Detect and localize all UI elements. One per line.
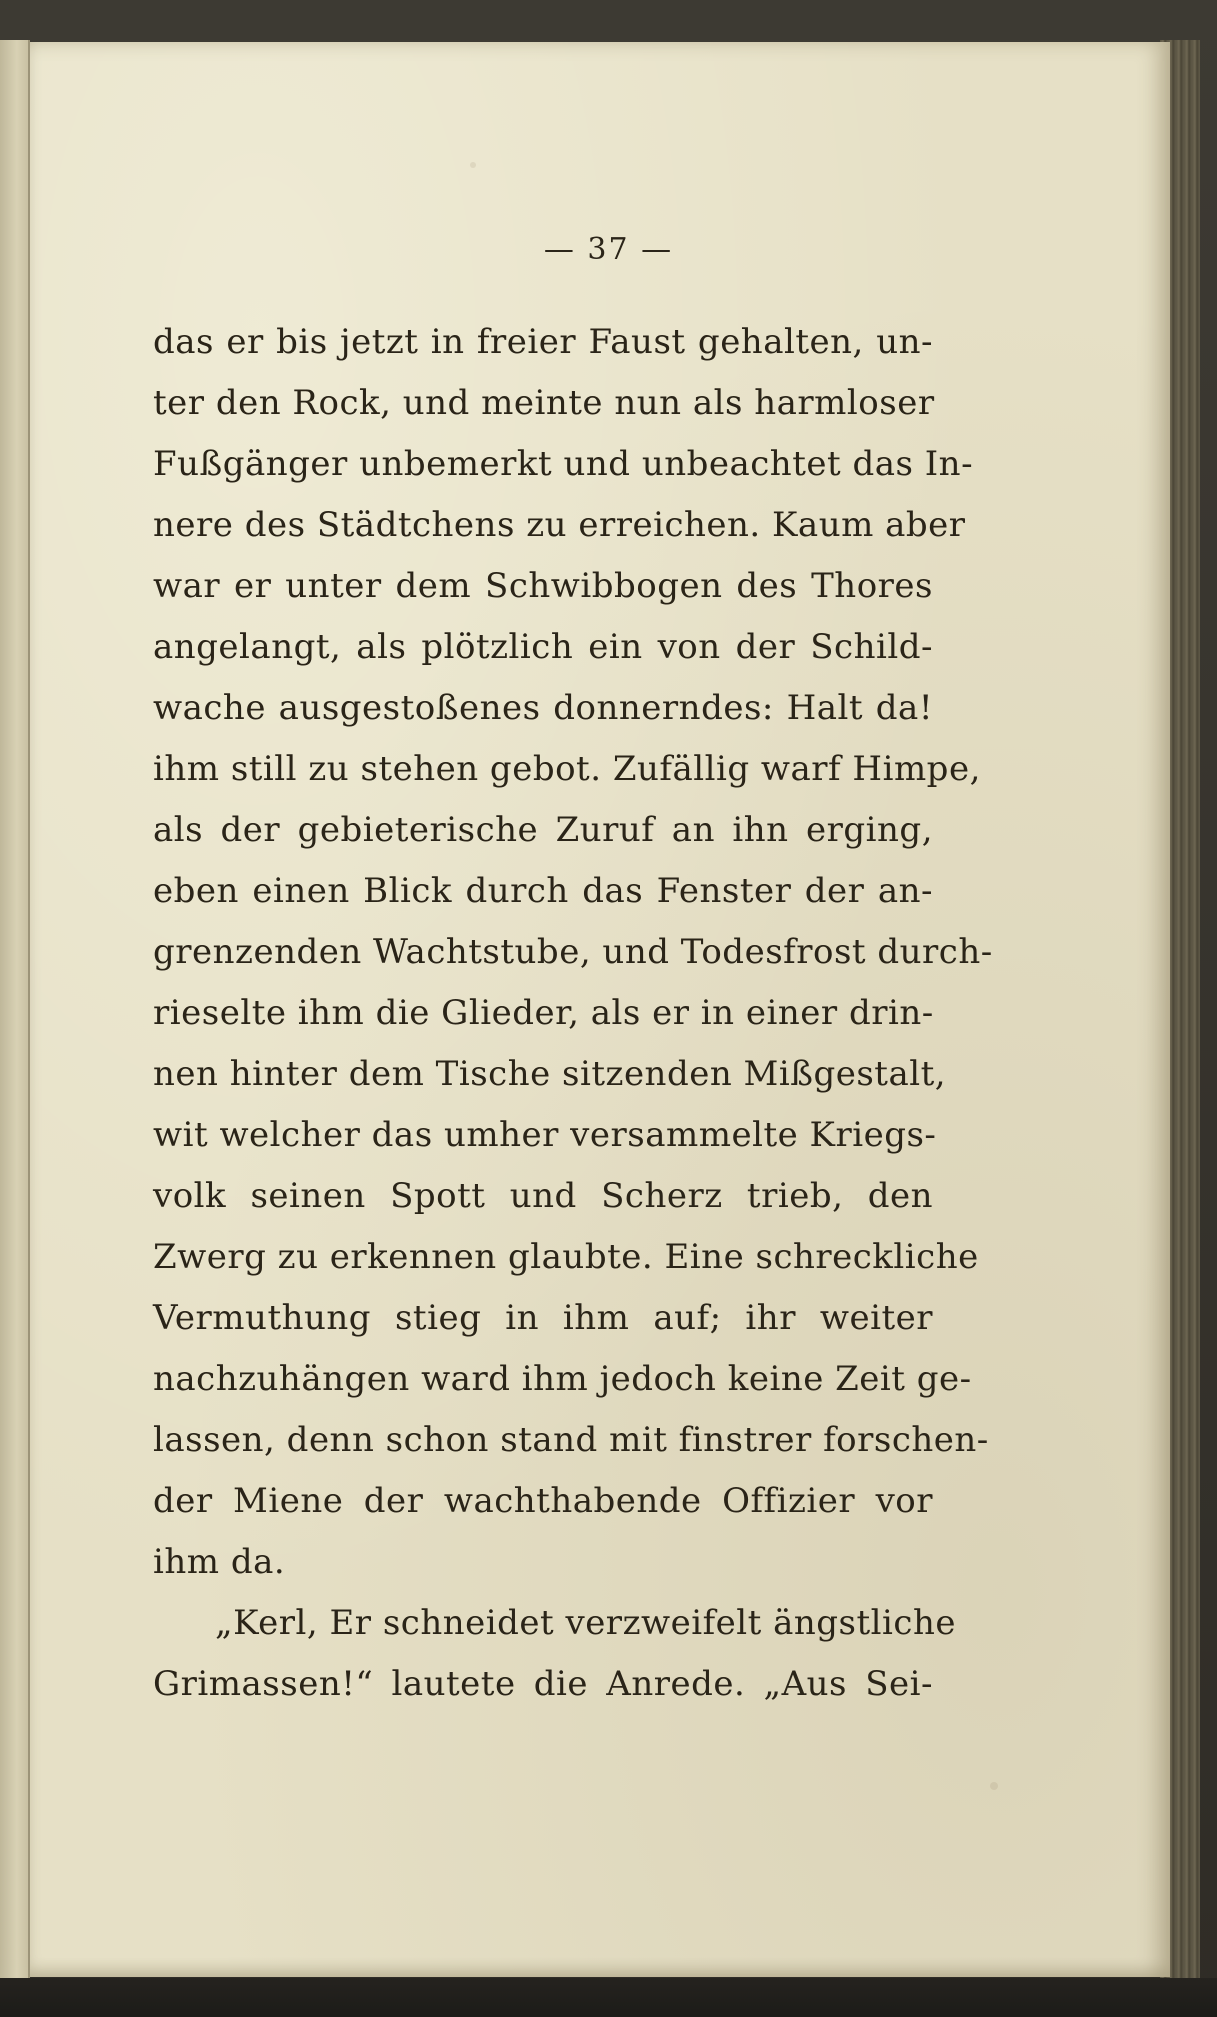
text-line: der Miene der wachthabende Offizier vor xyxy=(153,1481,933,1521)
text-line: ter den Rock, und meinte nun als harmloser xyxy=(153,383,935,423)
text-line: wit welcher das umher versammelte Kriegs- xyxy=(153,1115,937,1155)
text-line: Fußgänger unbemerkt und unbeachtet das In- xyxy=(153,444,974,484)
text-line: wache ausgestoßenes donnerndes: Halt da! xyxy=(153,688,933,728)
text-line: war er unter dem Schwibbogen des Thores xyxy=(153,566,933,606)
text-line: nen hinter dem Tische sitzenden Mißgestalt, xyxy=(153,1054,947,1094)
text-line: „Kerl, Er schneidet verzweifelt ängstliche xyxy=(215,1603,956,1643)
text-line: rieselte ihm die Glieder, als er in einer drin- xyxy=(153,993,934,1033)
text-line: volk seinen Spott und Scherz trieb, den xyxy=(153,1176,933,1216)
bottom-binding xyxy=(0,1978,1217,2017)
text-line: Vermuthung stieg in ihm auf; ihr weiter xyxy=(153,1298,933,1338)
text-line: ihm still zu stehen gebot. Zufällig warf Himpe, xyxy=(153,749,981,789)
text-line: als der gebieterische Zuruf an ihn erging, xyxy=(153,810,933,850)
text-line: eben einen Blick durch das Fenster der an- xyxy=(153,871,933,911)
text-line: nachzuhängen ward ihm jedoch keine Zeit ge- xyxy=(153,1359,972,1399)
text-line: grenzenden Wachtstube, und Todesfrost durch- xyxy=(153,932,993,972)
left-page-edge xyxy=(0,40,30,1980)
text-line: ihm da. xyxy=(153,1542,286,1582)
text-line: angelangt, als plötzlich ein von der Schild- xyxy=(153,627,933,667)
text-line: nere des Städtchens zu erreichen. Kaum aber xyxy=(153,505,966,545)
body-text xyxy=(153,312,993,1715)
text-line: lassen, denn schon stand mit finstrer forschen- xyxy=(153,1420,989,1460)
text-line: das er bis jetzt in freier Faust gehalten, un- xyxy=(153,322,933,362)
page-number: — 37 — xyxy=(543,232,674,267)
text-line: Grimassen!“ lautete die Anrede. „Aus Sei- xyxy=(153,1664,933,1704)
ink-speck xyxy=(990,1782,998,1790)
ink-speck xyxy=(470,162,476,168)
text-line: Zwerg zu erkennen glaubte. Eine schreckliche xyxy=(153,1237,979,1277)
